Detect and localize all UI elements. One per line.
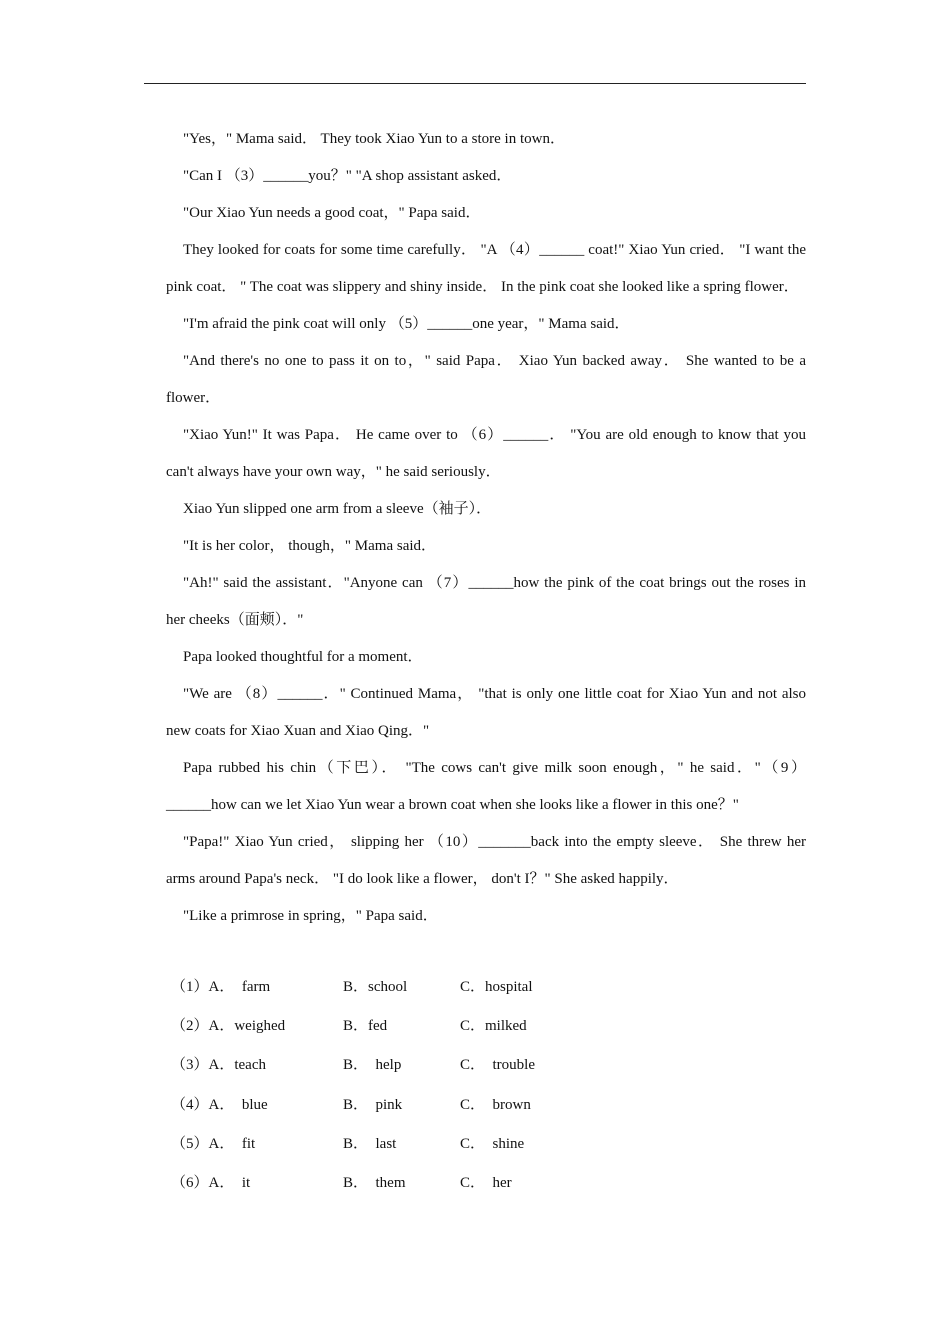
passage-paragraph-4: They looked for coats for some time carefully． "A （4）______ coat!" Xiao Yun cried． "I want the pink coat． " The coat was slippery and shiny inside． In the pink coat she looked like a spring flower． [166,242,806,295]
passage-paragraph-10: "Ah!" said the assistant．"Anyone can （7）______how the pink of the coat brings out the roses in her cheeks（面颊）．" [166,575,806,628]
option-c: C．hospital [460,979,533,995]
option-c: C． her [460,1174,512,1191]
option-b: B． last [343,1135,397,1152]
passage-paragraph-12: "We are （8）______．" Continued Mama， "that is only one little coat for Xiao Yun and not also new coats for Xiao Xuan and Xiao Qing．" [166,686,806,739]
passage-paragraph-6: "And there's no one to pass it on to，" said Papa． Xiao Yun backed away． She wanted to be a flower． [166,353,806,406]
header-rule [144,83,806,84]
option-row [166,1009,806,1048]
option-row [166,1127,806,1166]
passage-paragraph-2: "Can I （3）______you？" "A shop assistant asked． [183,168,512,184]
option-row [166,1048,806,1087]
option-b: B．fed [343,1018,388,1035]
option-number-and-a: （4）A． blue [171,1096,268,1113]
answer-options [166,970,806,1205]
option-b: B． help [343,1057,402,1074]
passage-paragraph-15: "Like a primrose in spring，" Papa said． [183,908,438,924]
option-c: C． trouble [460,1057,535,1074]
passage-paragraph-7: "Xiao Yun!" It was Papa． He came over to （6）______． "You are old enough to know that you can't always have your own way，" he said seriously． [166,427,806,480]
passage-paragraph-3: "Our Xiao Yun needs a good coat，" Papa said． [183,205,481,221]
passage-paragraph-8: Xiao Yun slipped one arm from a sleeve（袖子）． [183,501,492,517]
option-number-and-a: （5）A． fit [171,1135,256,1152]
option-number-and-a: （6）A． it [171,1174,251,1191]
option-c: C． brown [460,1096,531,1113]
passage-paragraph-5: "I'm afraid the pink coat will only （5）______one year，" Mama said． [183,316,630,332]
passage-paragraph-1: "Yes，" Mama said． They took Xiao Yun to a store in town． [183,131,565,147]
passage-paragraph-11: Papa looked thoughtful for a moment． [183,649,423,665]
passage-paragraph-9: "It is her color， though，" Mama said． [183,538,437,554]
option-number-and-a: （3）A．teach [171,1057,266,1074]
passage-paragraph-14: "Papa!" Xiao Yun cried， slipping her （10）_______back into the empty sleeve． She threw her arms around Papa's neck． "I do look like a flower， don't I？" She asked happily． [166,834,806,887]
option-b: B． pink [343,1096,403,1113]
option-row [166,1166,806,1205]
reading-passage [166,121,806,935]
option-row [166,1088,806,1127]
option-c: C．milked [460,1018,527,1035]
passage-paragraph-13: Papa rubbed his chin（下巴）． "The cows can't give milk soon enough，" he said．"（9）______how can we let Xiao Yun wear a brown coat when she looks like a flower in this one？" [166,760,806,813]
option-number-and-a: （1）A． farm [171,979,271,995]
option-number-and-a: （2）A．weighed [171,1018,286,1035]
option-b: B． them [343,1174,406,1191]
option-c: C． shine [460,1135,525,1152]
option-b: B．school [343,979,408,995]
option-row [166,970,806,1009]
